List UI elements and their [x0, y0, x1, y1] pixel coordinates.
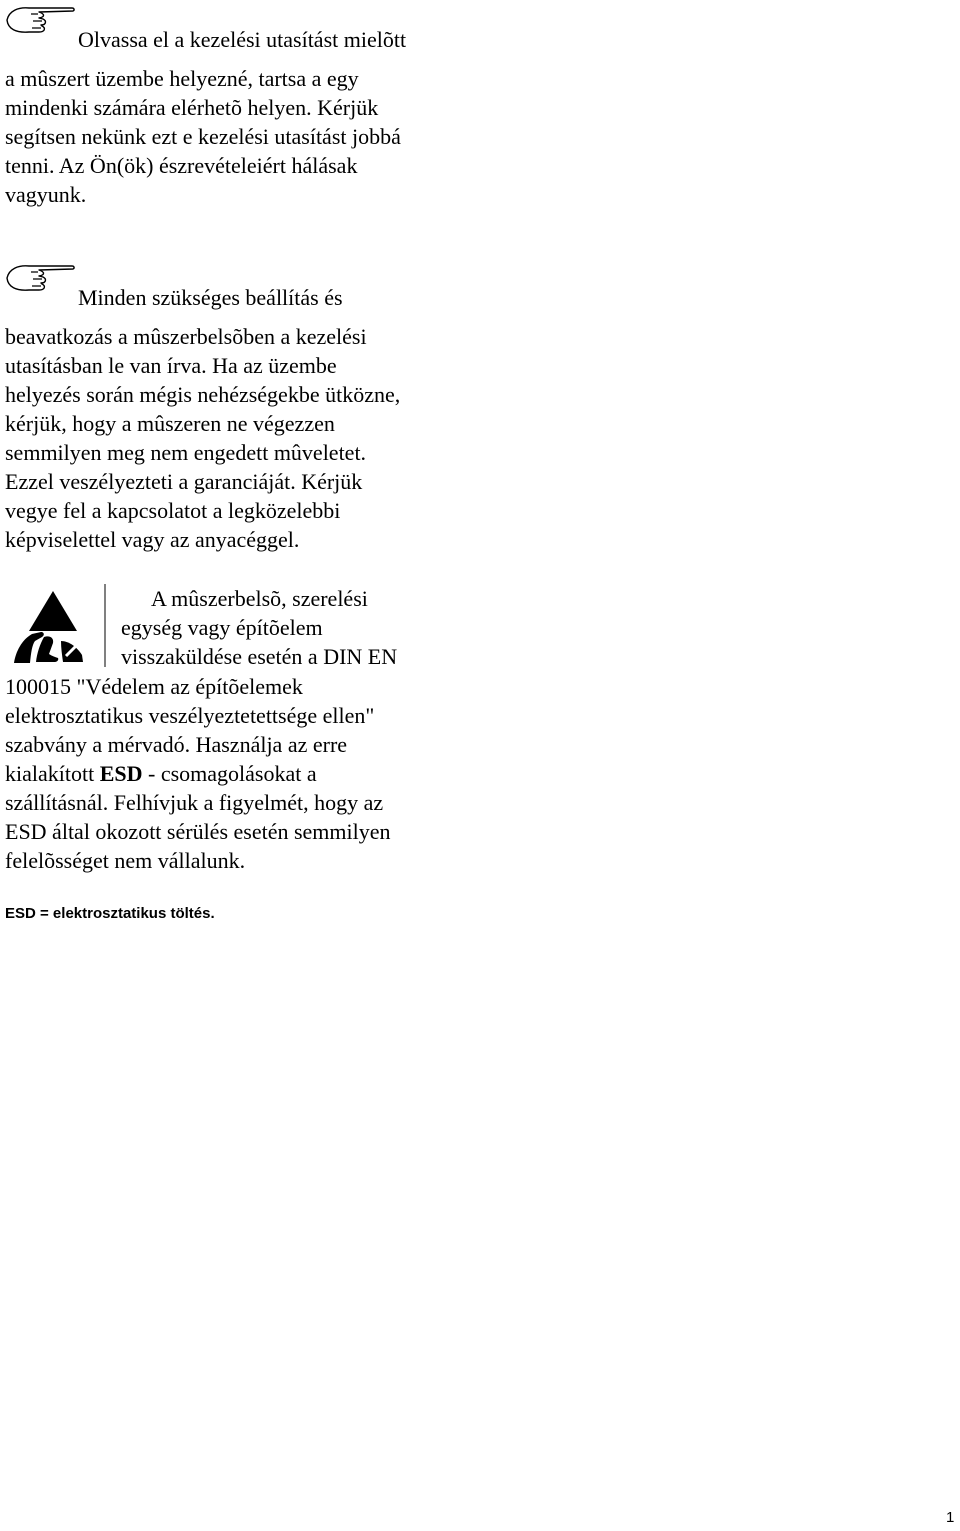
- section2-line-8: vegye fel a kapcsolatot a legközelebbi: [5, 498, 341, 523]
- section1-line-5: tenni. Az Ön(ök) észrevételeiért hálásak: [5, 153, 358, 178]
- esd-emphasis: ESD: [99, 761, 143, 786]
- section3-line-10: felelõsséget nem vállalunk.: [5, 848, 246, 873]
- section3-line-7-before: kialakított: [5, 761, 100, 786]
- section3-line-6: szabvány a mérvadó. Használja az erre: [5, 732, 348, 757]
- pointing-hand-icon: [4, 260, 76, 296]
- section1-line-3: mindenki számára elérhetõ helyen. Kérjük: [5, 95, 379, 120]
- esd-warning-icon: [6, 583, 106, 667]
- section3-line-1: A mûszerbelsõ, szerelési: [151, 586, 368, 611]
- section1-line-2: a mûszert üzembe helyezné, tartsa a egy: [5, 66, 359, 91]
- section1-line-1: Olvassa el a kezelési utasítást mielõtt: [78, 27, 407, 52]
- section2-line-1: Minden szükséges beállítás és: [78, 285, 343, 310]
- section3-line-8: szállításnál. Felhívjuk a figyelmét, hogy az: [5, 790, 384, 815]
- section3-line-5: elektrosztatikus veszélyeztetettsége ellen": [5, 703, 375, 728]
- section2-line-6: semmilyen meg nem engedett mûveletet.: [5, 440, 367, 465]
- section1-line-6: vagyunk.: [5, 182, 87, 207]
- section1-line-4: segítsen nekünk ezt e kezelési utasítást jobbá: [5, 124, 401, 149]
- section3-line-7-after: - csomagolásokat a: [142, 761, 317, 786]
- section2-line-4: helyezés során mégis nehézségekbe ütközne,: [5, 382, 401, 407]
- section3-line-4: 100015 "Védelem az építõelemek: [5, 674, 303, 699]
- section2-line-9: képviselettel vagy az anyacéggel.: [5, 527, 300, 552]
- section2-line-2: beavatkozás a mûszerbelsõben a kezelési: [5, 324, 367, 349]
- section2-line-5: kérjük, hogy a mûszeren ne végezzen: [5, 411, 335, 436]
- section3-line-7: [5, 759, 317, 788]
- section3-line-3: visszaküldése esetén a DIN EN: [121, 644, 398, 669]
- pointing-hand-icon: [4, 2, 76, 38]
- page-number: 1: [946, 1509, 955, 1526]
- section3-line-9: ESD által okozott sérülés esetén semmilyen: [5, 819, 391, 844]
- esd-definition-note: ESD = elektrosztatikus töltés.: [5, 905, 215, 922]
- section2-line-3: utasításban le van írva. Ha az üzembe: [5, 353, 337, 378]
- section2-line-7: Ezzel veszélyezteti a garanciáját. Kérjük: [5, 469, 363, 494]
- section3-line-2: egység vagy építõelem: [121, 615, 323, 640]
